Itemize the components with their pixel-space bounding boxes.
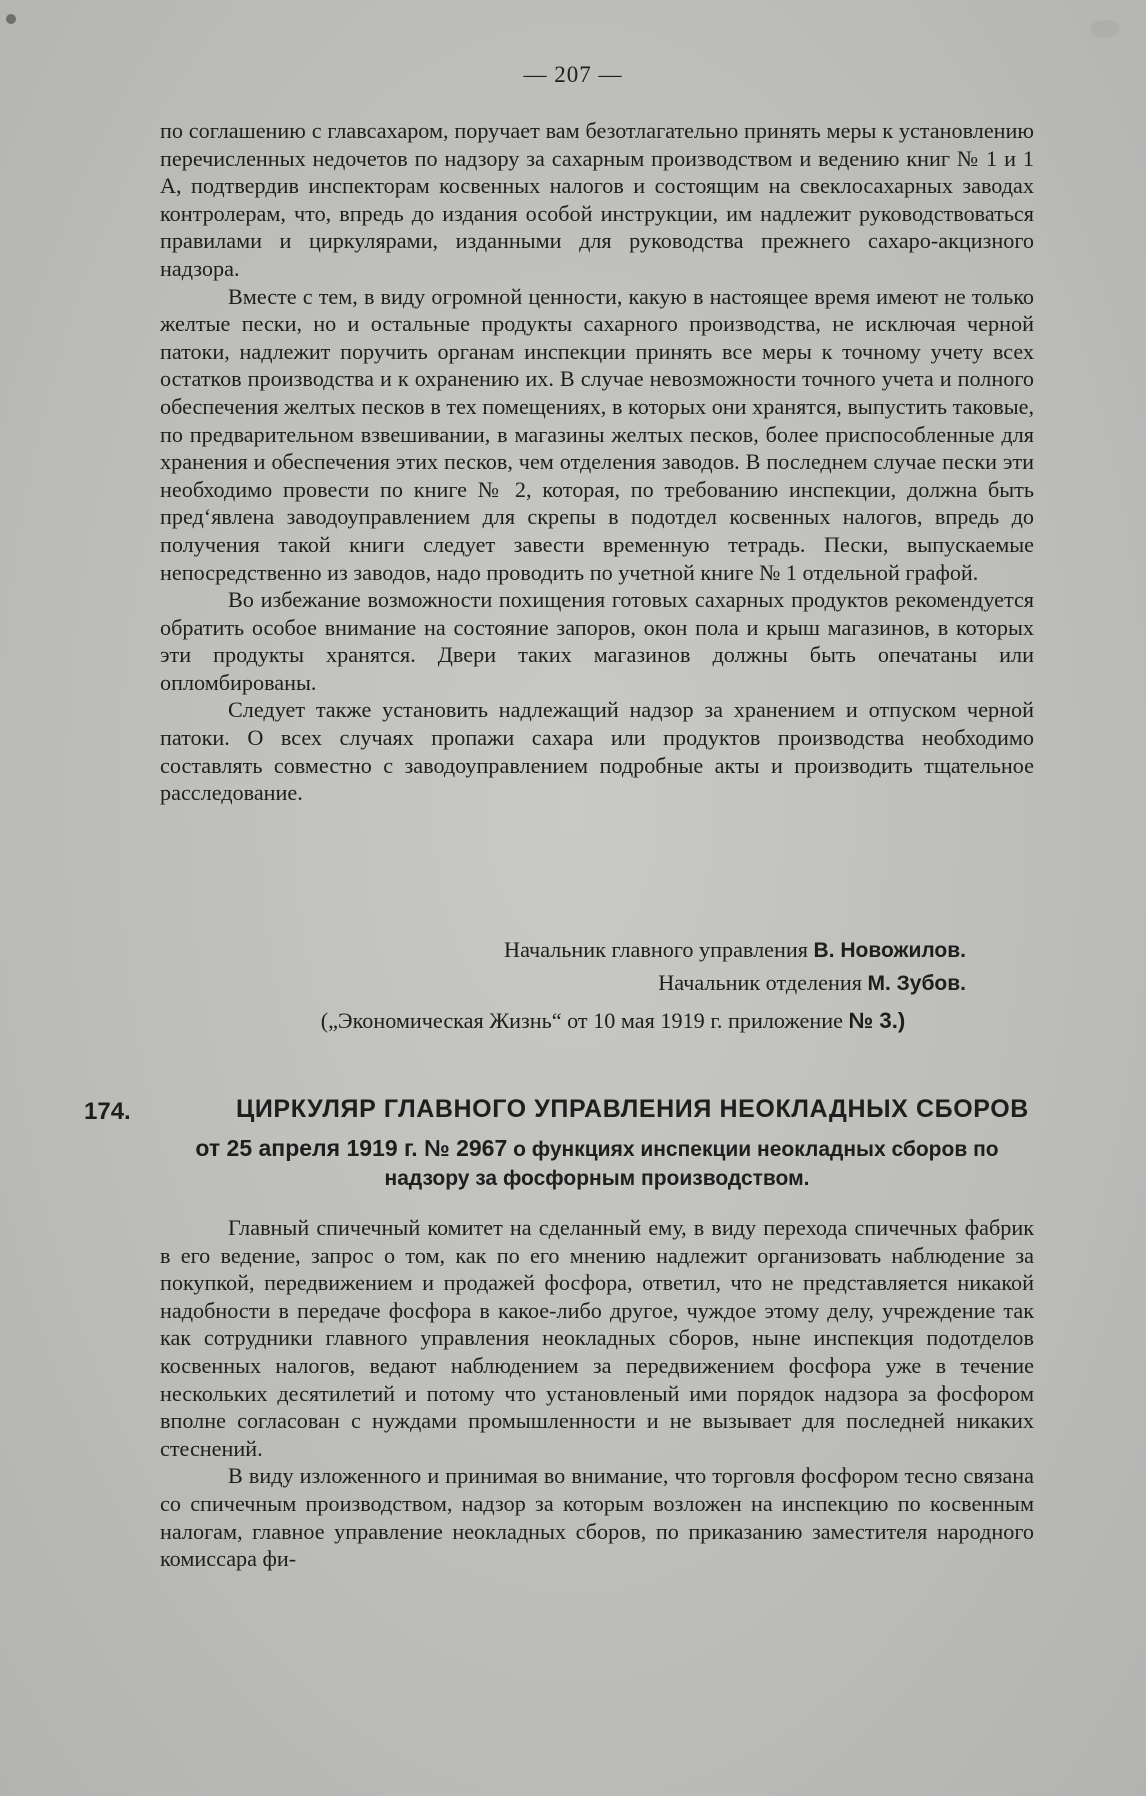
citation-text: („Экономическая Жизнь“ от 10 мая 1919 г. приложение: [320, 1008, 843, 1033]
signature-name: В. Новожилов.: [813, 939, 966, 962]
paper-stain: [6, 14, 16, 24]
paragraph: В виду изложенного и принимая во внимание, что торговля фосфором тесно связана со спичечным производством, надзор за которым возложен на инспекцию по косвенным налогам, главное управление неокладных сборов, по приказанию заместителя народного комиссара фи-: [160, 1463, 1034, 1572]
signature-title: Начальник отделения: [658, 970, 862, 995]
paragraph: Во избежание возможности похищения готовых сахарных продуктов рекомендуется обратить особое внимание на состояние запоров, окон пола и крыш магазинов, в которых эти продукты хранятся. Двери таких магазинов должны быть опечатаны или опломбированы.: [160, 587, 1034, 695]
document-subject: о функциях инспекции неокладных сборов по надзору за фосфорным производством.: [384, 1138, 999, 1190]
page-number: — 207 —: [523, 62, 623, 87]
document-dateline: от 25 апреля 1919 г. № 2967: [195, 1135, 508, 1161]
signature-head-of-main-directorate: [504, 937, 966, 963]
top-text-block: [160, 117, 1034, 807]
citation-number: № 3.): [848, 1008, 906, 1033]
paragraph: Вместе с тем, в виду огромной ценности, какую в настоящее время имеют не только желтые пески, но и остальные продукты сахарного производства, не исключая черной патоки, надлежит поручить органам инспекции принять все меры к точному учету всех остатков производства и к охранению их. В случае невозможности точного учета и полного обеспечения желтых песков в тех помещениях, в которых они хранятся, выпустить таковые, по предварительном взвешивании, в магазины желтых песков, более приспособленные для хранения и обеспечения этих песков, чем отделения заводов. В последнем случае пески эти необходимо провести по книге № 2, которая, по требованию инспекции, должна быть пред‘явлена заводоуправлением для скрепы в подотдел косвенных налогов, впредь до получения такой книги следует завести временную тетрадь. Пески, выпускаемые непосредственно из заводов, надо проводить по учетной книге № 1 отдельной графой.: [160, 283, 1034, 585]
document-subheading: [160, 1134, 1034, 1193]
paper-stain: [1090, 20, 1120, 38]
paragraph: Главный спичечный комитет на сделанный ему, в виду перехода спичечных фабрик в его ведение, запрос о том, как по его мнению надлежит организовать наблюдение за покупкой, передвижением и продажей фосфора, ответил, что не представляется никакой надобности в передаче фосфора в какое-либо другое, чуждое этому делу, учреждение так как сотрудники главного управления неокладных сборов, ныне инспекция подотделов косвенных налогов, ведают наблюдением за передвижением фосфора уже в течение нескольких десятилетий и потому что установленый ими порядок надзора за фосфором вполне согласован с нуждами промышленности и не вызывает для последней никаких стеснений.: [160, 1215, 1034, 1461]
paragraph: Следует также установить надлежащий надзор за хранением и отпуском черной патоки. О всех случаях пропажи сахара или продуктов производства необходимо составлять совместно с заводоуправлением подробные акты и производить тщательное расследование.: [160, 697, 1034, 806]
paragraph: по соглашению с главсахаром, поручает вам безотлагательно принять меры к установлению перечисленных недочетов по надзору за сахарным производством и ведению книг № 1 и 1 А, подтвердив инспекторам косвенных налогов и состоящим на свеклосахарных заводах контролерам, что, впредь до издания особой инструкции, им надлежит руководствоваться правилами и циркулярами, изданными для руководства прежнего сахаро-акцизного надзора.: [160, 118, 1034, 281]
signature-title: Начальник главного управления: [504, 937, 808, 962]
bottom-text-block: [160, 1214, 1034, 1573]
document-number: 174.: [84, 1098, 131, 1125]
signature-head-of-department: [658, 970, 966, 996]
signature-name: М. Зубов.: [867, 972, 966, 995]
source-citation: [0, 1008, 1146, 1034]
document-heading: ЦИРКУЛЯР ГЛАВНОГО УПРАВЛЕНИЯ НЕОКЛАДНЫХ СБОРОВ: [236, 1095, 1029, 1123]
